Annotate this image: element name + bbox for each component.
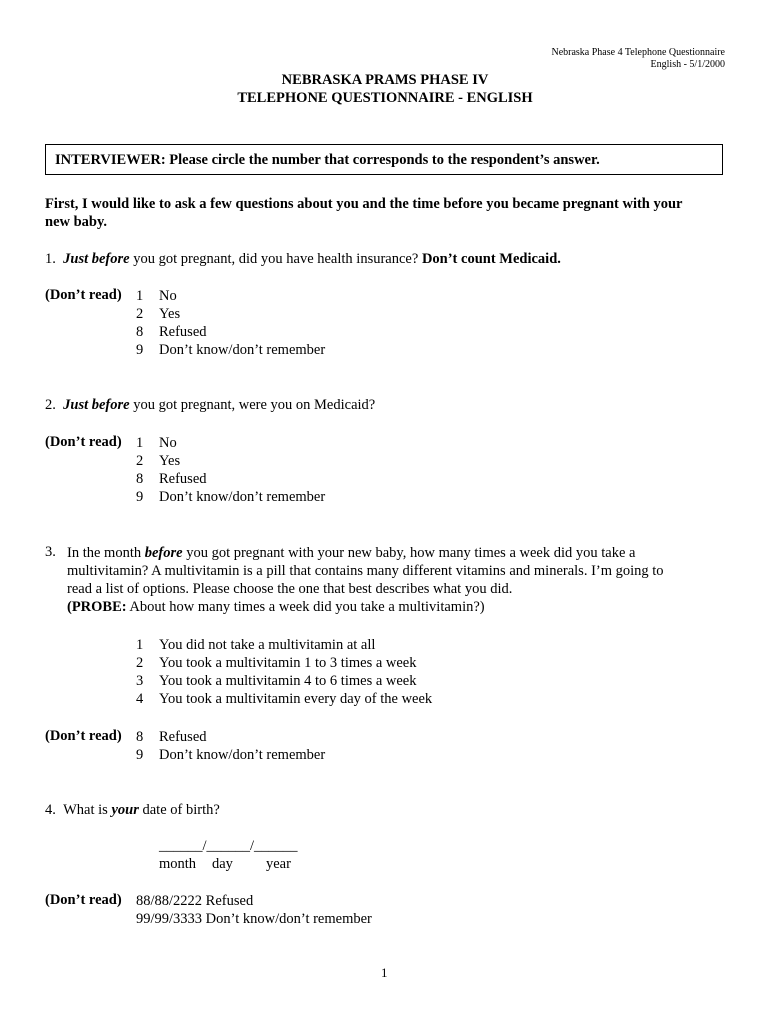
question-2-number: 2. (45, 397, 56, 413)
question-2-emphasis: Just before (63, 397, 130, 413)
page-title: NEBRASKA PRAMS PHASE IV (281, 72, 489, 88)
intro-line-1: First, I would like to ask a few questions about you and the time before you became pregnant with your (45, 196, 683, 212)
interviewer-instruction: INTERVIEWER: Please circle the number that corresponds to the respondent’s answer. (55, 152, 600, 168)
question-3-probe: (PROBE: About how many times a week did you take a multivitamin?) (67, 599, 485, 615)
question-2 (45, 397, 375, 414)
date-of-birth-blank[interactable]: ______/______/______ (159, 838, 298, 854)
question-1 (45, 251, 561, 268)
q2-option[interactable]: 8 Refused (136, 471, 207, 487)
q1-option[interactable]: 2 Yes (136, 306, 181, 322)
q3-dont-read-list (136, 728, 325, 764)
question-4-number: 4. (45, 802, 56, 818)
q3-option[interactable]: 4 You took a multivitamin every day of the week (136, 691, 433, 707)
question-4: 4. What is your date of birth? (45, 802, 220, 818)
question-1-emphasis: Just before (63, 251, 130, 267)
question-1-note: Don’t count Medicaid. (421, 251, 561, 267)
question-3-emphasis: before (144, 545, 183, 561)
q4-option-list (136, 892, 372, 928)
q3-dont-read-label: (Don’t read) (45, 728, 122, 744)
question-4-emphasis: your (111, 802, 139, 818)
q1-option-list (136, 287, 325, 359)
question-3-line-3: read a list of options. Please choose the one that best describes what you did. (67, 581, 513, 597)
q3-option[interactable]: 2 You took a multivitamin 1 to 3 times a week (136, 655, 417, 671)
question-3: In the month before you got pregnant with your new baby, how many times a week did you take a multivitamin? A multivitamin is a pill that contains many different vitamins and minerals. I’m going to read a list of options. Please choose the one that best describes what you did. (PROBE: About how many times a week did you take a multivitamin?) (67, 545, 664, 615)
q2-dont-read-label: (Don’t read) (45, 434, 122, 450)
question-2-text: you got pregnant, were you on Medicaid? (129, 397, 376, 413)
q2-option-list (136, 434, 325, 506)
question-1-number: 1. (45, 251, 56, 267)
q2-option[interactable]: 2 Yes (136, 453, 181, 469)
q1-option[interactable]: 8 Refused (136, 324, 207, 340)
day-label: day (212, 856, 233, 872)
q3-option[interactable]: 8 Refused (136, 729, 207, 745)
intro-line-2: new baby. (45, 214, 108, 230)
interviewer-instruction-box (45, 144, 723, 175)
header-doc-date: English - 5/1/2000 (650, 59, 725, 70)
page-number: 1 (381, 965, 388, 980)
question-1-text: you got pregnant, did you have health insurance? (129, 251, 422, 267)
year-label: year (266, 856, 291, 872)
question-3-number: 3. (45, 544, 56, 560)
q1-option[interactable]: 9 Don’t know/don’t remember (136, 342, 326, 358)
page-subtitle: TELEPHONE QUESTIONNAIRE - ENGLISH (237, 90, 533, 106)
q4-option[interactable]: 99/99/3333 Don’t know/don’t remember (136, 911, 372, 927)
month-label: month (159, 856, 197, 872)
q4-option[interactable]: 88/88/2222 Refused (136, 893, 254, 909)
header-doc-name: Nebraska Phase 4 Telephone Questionnaire (551, 47, 725, 58)
q1-dont-read-label: (Don’t read) (45, 287, 122, 303)
q3-option[interactable]: 3 You took a multivitamin 4 to 6 times a week (136, 673, 417, 689)
q1-option[interactable]: 1 No (136, 288, 177, 304)
q2-option[interactable]: 1 No (136, 435, 177, 451)
q3-option[interactable]: 9 Don’t know/don’t remember (136, 747, 326, 763)
q4-dont-read-label: (Don’t read) (45, 892, 122, 908)
q2-option[interactable]: 9 Don’t know/don’t remember (136, 489, 326, 505)
q3-option-list (136, 636, 432, 708)
q3-option[interactable]: 1 You did not take a multivitamin at all (136, 637, 376, 653)
question-3-line-2: multivitamin? A multivitamin is a pill that contains many different vitamins and minerals. I’m going to (67, 563, 664, 579)
